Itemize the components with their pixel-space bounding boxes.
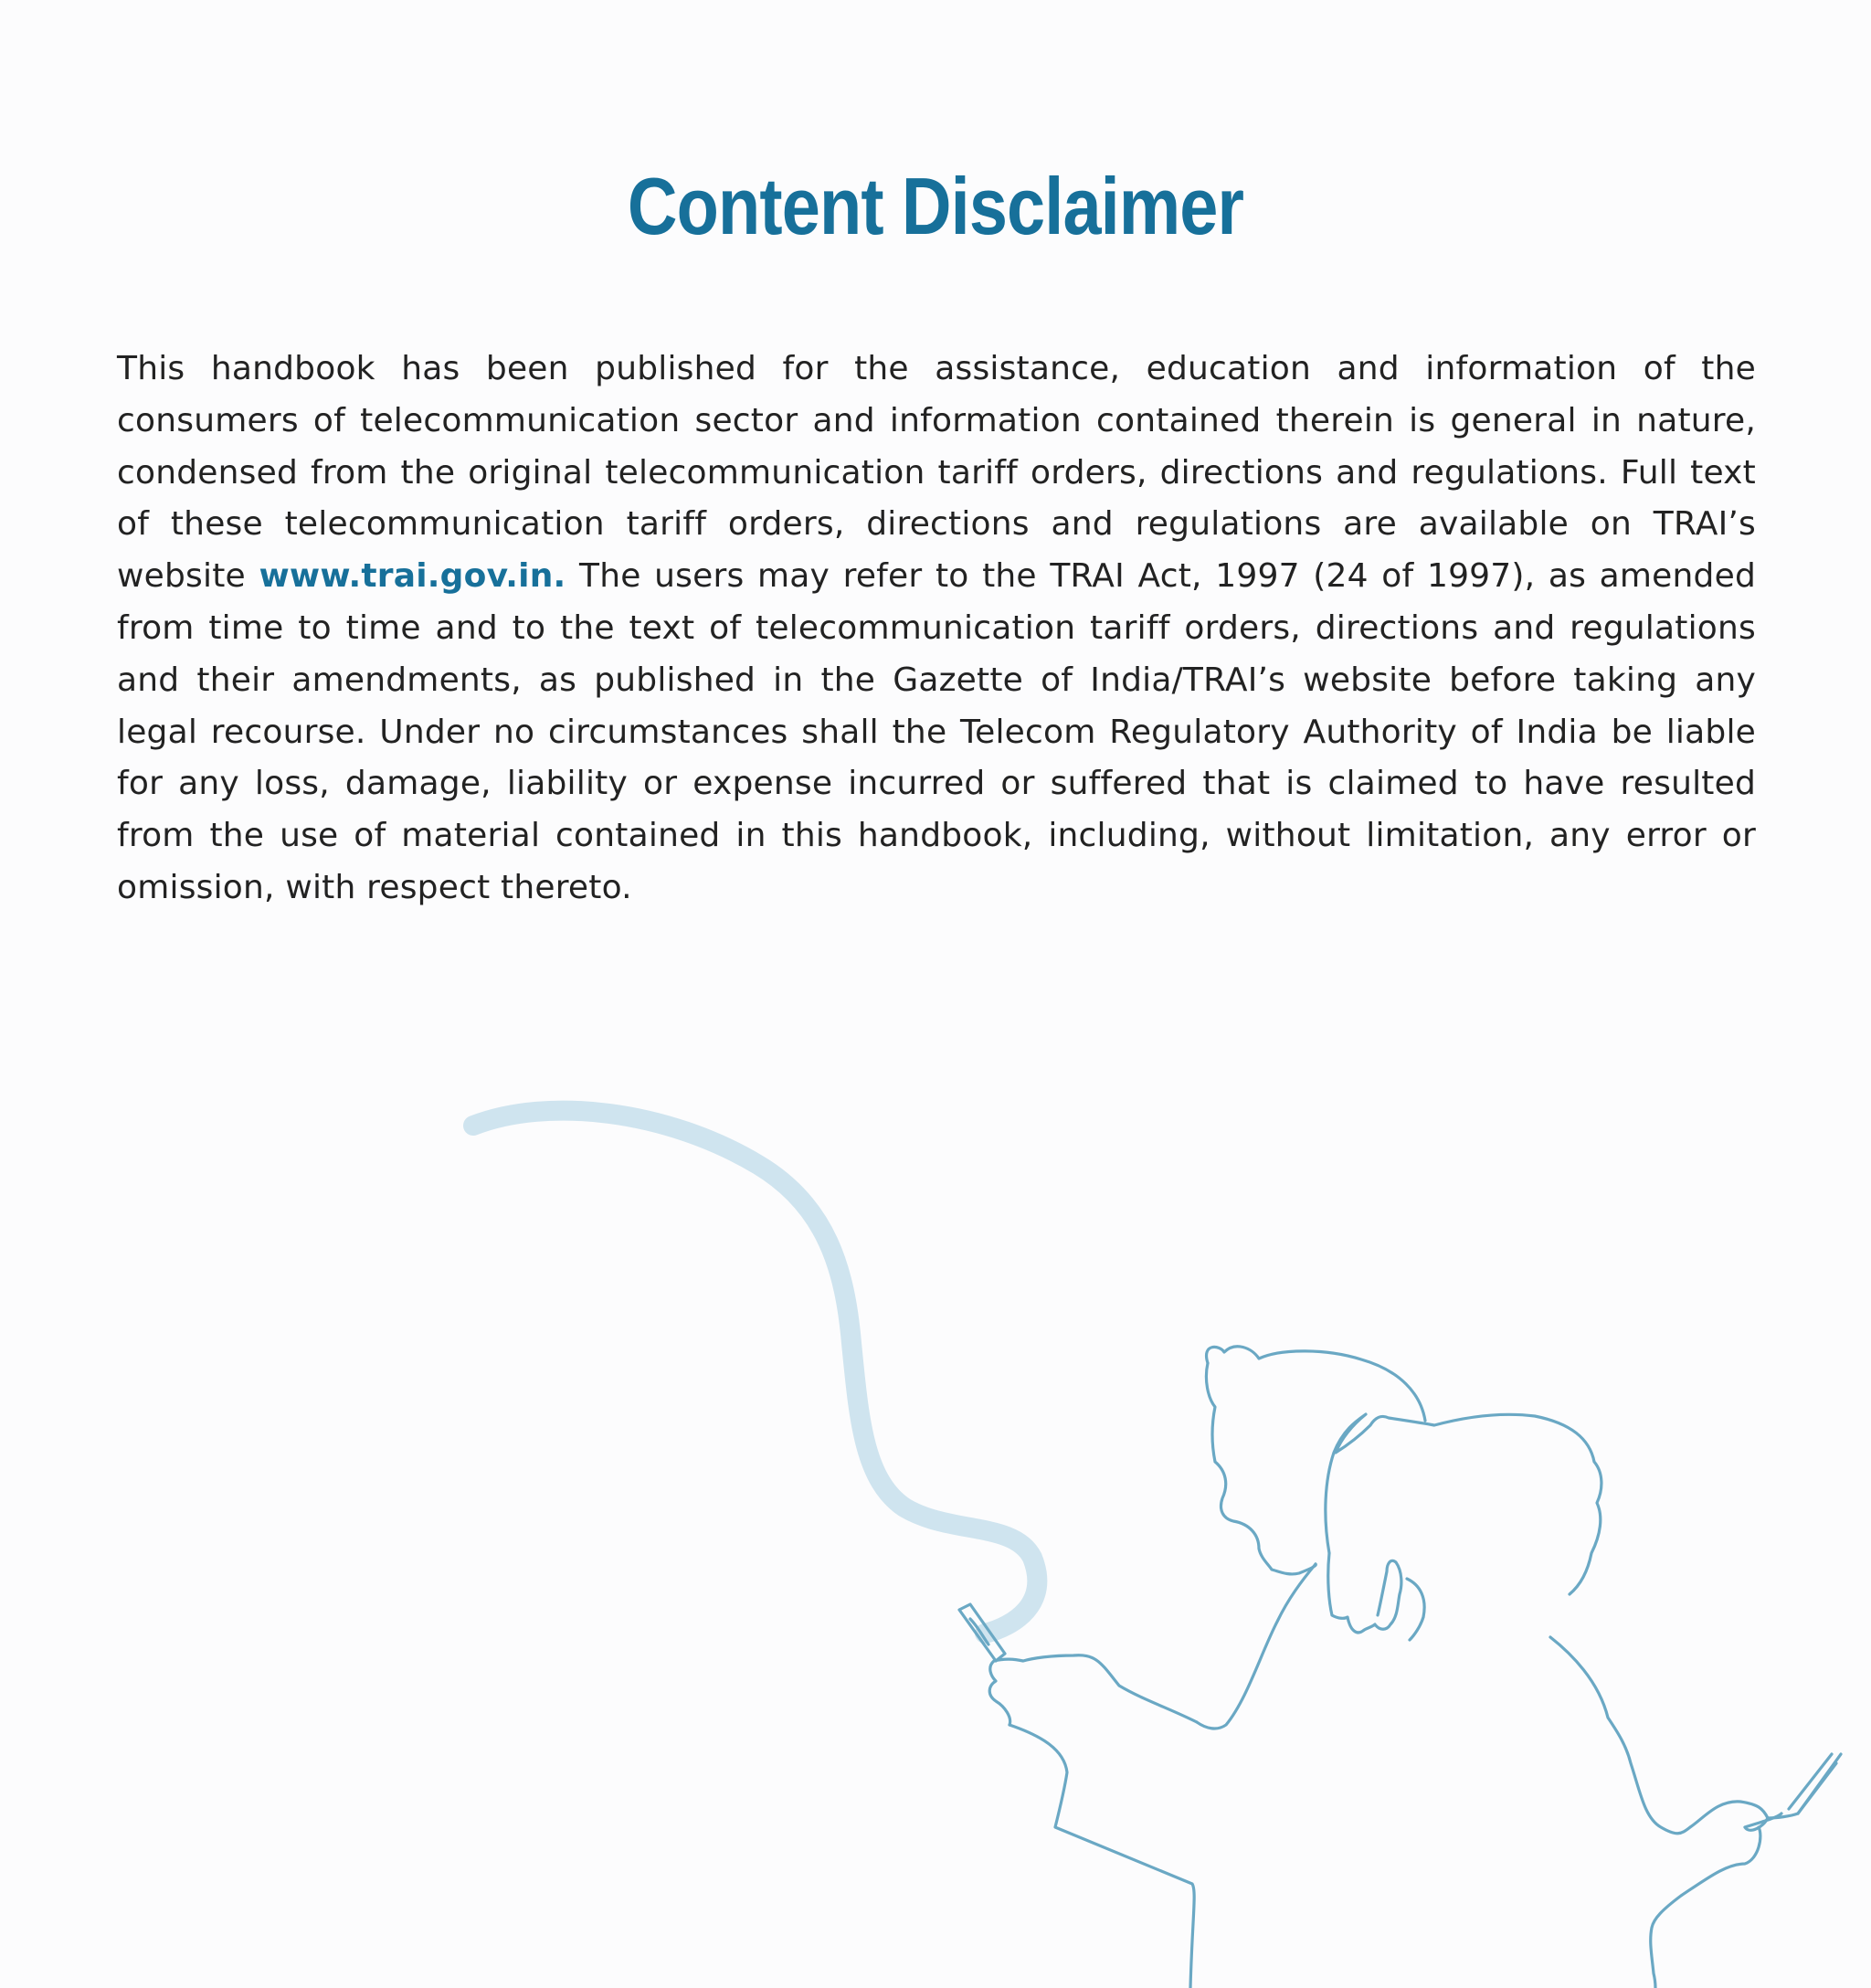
person-two-hair	[1328, 1553, 1401, 1633]
person-one-face	[1206, 1363, 1316, 1574]
disclaimer-text-part-1: This handbook has been published for the assistance, education and information of the consumers of telecommunication sector and information contained therein is general in nature, condensed from the original telecommunication tariff orders, directions and regulations. Full text of these telecommunication tariff orders, directions and regulations are available on TRAI’s website	[117, 350, 1756, 596]
person-one-head	[1207, 1347, 1425, 1421]
person-two-head	[1326, 1414, 1601, 1594]
page-title: Content Disclaimer	[627, 160, 1244, 251]
phone-two-icon	[1789, 1754, 1841, 1814]
signal-ribbon	[473, 1111, 1037, 1634]
person-one-neck	[1197, 1564, 1316, 1729]
person-one-arm	[989, 1655, 1197, 1725]
person-one-torso	[1009, 1725, 1194, 1988]
trai-website-link[interactable]: www.trai.gov.in.	[259, 557, 566, 596]
disclaimer-text-part-2: The users may refer to the TRAI Act, 1997 (24 of 1997), as amended from time to time and to the text of telecommunication tariff orders, directions and regulations and their amendments, as published in the Gazette of India/TRAI’s website before taking any legal recourse. Under no circumstances shall the Telecom Regulatory Authority of India be liable for any loss, damage, liability or expense incurred or suffered that is claimed to have resulted from the use of material contained in this handbook, including, without limitation, any error or omission, with respect thereto.	[117, 557, 1756, 906]
person-two-body	[1550, 1637, 1768, 1834]
